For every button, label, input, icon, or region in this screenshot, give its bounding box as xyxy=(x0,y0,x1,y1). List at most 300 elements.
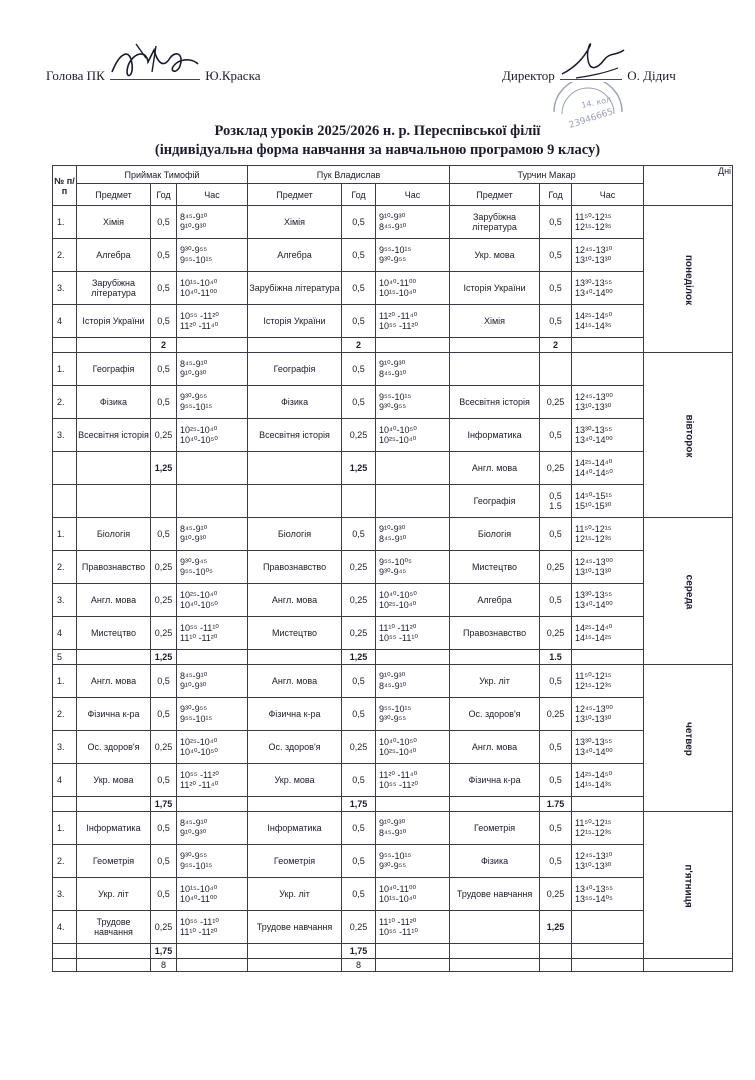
empty-cell xyxy=(450,944,540,959)
subject-cell: Зарубіжна література xyxy=(77,272,151,305)
empty-cell xyxy=(376,959,450,972)
subject-cell: Англ. мова xyxy=(77,665,151,698)
time-cell xyxy=(376,731,450,764)
hours-value: 0,25 xyxy=(154,628,173,638)
hours-value: 0,5 xyxy=(157,709,170,719)
hours-cell xyxy=(342,731,376,764)
row-number: 3. xyxy=(53,878,77,911)
hours-value: 0,25 xyxy=(349,628,368,638)
time-slot-2: 13¹⁰-13³⁰ xyxy=(575,567,612,577)
hours-cell xyxy=(151,551,177,584)
subject-cell: Історія України xyxy=(77,305,151,338)
time-cell xyxy=(572,485,644,518)
time-slot-1: 9¹⁰-9³⁰ xyxy=(379,671,406,681)
time-slot-2: 14¹⁵-14³⁵ xyxy=(575,321,612,331)
empty-cell xyxy=(77,338,151,353)
hours-value: 0,25 xyxy=(546,463,565,473)
time-slot-1: 11⁵⁰-12¹⁵ xyxy=(575,212,612,222)
schedule-table xyxy=(52,165,733,972)
signature-scribble xyxy=(558,38,628,84)
hours-total: 1,75 xyxy=(342,944,376,959)
row-number xyxy=(53,452,77,485)
hours-value: 0,5 xyxy=(157,217,170,227)
subject-cell: Географія xyxy=(77,353,151,386)
time-col-header: Час xyxy=(177,184,248,206)
header-row-students xyxy=(53,166,733,184)
time-slot-1: 9⁵⁵-10¹⁵ xyxy=(379,245,412,255)
table-row xyxy=(53,485,733,518)
row-number: 3. xyxy=(53,419,77,452)
hours-value: 0,5 xyxy=(549,742,562,752)
hours-value: 0,5 xyxy=(157,283,170,293)
student-name-header: Приймак Тимофій xyxy=(77,166,248,184)
hours-value: 0,5 xyxy=(549,430,562,440)
time-cell xyxy=(177,731,248,764)
hours-total: 1,75 xyxy=(151,944,177,959)
time-cell xyxy=(376,419,450,452)
hours-cell xyxy=(342,551,376,584)
hours-value: 0,25 xyxy=(154,595,173,605)
hours-value: 0,25 xyxy=(546,562,565,572)
hours-total: 1,25 xyxy=(151,650,177,665)
grand-total-value: 8 xyxy=(342,959,376,972)
subject-cell: Зарубіжна література xyxy=(248,272,342,305)
time-slot-1: 8⁴⁵-9¹⁰ xyxy=(180,818,208,828)
table-row xyxy=(53,518,733,551)
time-cell xyxy=(376,584,450,617)
hours-cell xyxy=(342,764,376,797)
time-cell xyxy=(177,764,248,797)
hours-value: 0,5 xyxy=(157,250,170,260)
hours-cell xyxy=(342,305,376,338)
subject-cell: Англ. мова xyxy=(77,584,151,617)
subject-cell: Укр. літ xyxy=(248,878,342,911)
row-number: 2. xyxy=(53,845,77,878)
hours-value: 0,5 xyxy=(352,709,365,719)
table-row xyxy=(53,551,733,584)
time-cell xyxy=(177,353,248,386)
subject-cell: Всесвітня історія xyxy=(450,386,540,419)
time-slot-2: 14⁴⁰-14⁵⁰ xyxy=(575,468,613,478)
time-cell xyxy=(572,911,644,944)
subject-cell: Фізика xyxy=(77,386,151,419)
subject-cell: Ос. здоров'я xyxy=(77,731,151,764)
page-subtitle: (індивідуальна форма навчання за навчальною програмою 9 класу) xyxy=(154,142,601,158)
hours-cell xyxy=(342,812,376,845)
time-cell xyxy=(376,698,450,731)
time-cell xyxy=(376,206,450,239)
subject-cell: Правознавство xyxy=(77,551,151,584)
subject-cell xyxy=(450,911,540,944)
hours-cell xyxy=(151,845,177,878)
time-slot-1: 10⁴⁰-11⁰⁰ xyxy=(379,884,417,894)
time-slot-1: 9¹⁰-9³⁰ xyxy=(379,212,406,222)
hours-cell xyxy=(540,878,572,911)
hours-value: 0,5 xyxy=(157,889,170,899)
hours-cell xyxy=(540,551,572,584)
student-name-header: Пук Владислав xyxy=(248,166,450,184)
hours-cell xyxy=(342,518,376,551)
empty-cell xyxy=(644,959,733,972)
hours-cell xyxy=(342,584,376,617)
empty-cell xyxy=(77,797,151,812)
head-name: Ю.Краска xyxy=(205,68,261,83)
time-cell xyxy=(177,665,248,698)
hours-value: 0,25 xyxy=(154,742,173,752)
time-slot-1: 11⁵⁰-12¹⁵ xyxy=(575,671,612,681)
subject-cell: Трудове навчання xyxy=(450,878,540,911)
totals-row xyxy=(53,797,733,812)
hours-value: 0,25 xyxy=(546,889,565,899)
time-slot-1: 13³⁰-13⁵⁵ xyxy=(575,278,613,288)
time-cell xyxy=(376,386,450,419)
empty-cell xyxy=(53,959,77,972)
head-of-committee-signature xyxy=(46,68,260,84)
time-slot-2: 10²⁵-10⁴⁰ xyxy=(379,435,417,445)
hours-cell xyxy=(342,206,376,239)
totals-number xyxy=(53,797,77,812)
hours-total: 2 xyxy=(342,338,376,353)
hours-total: 1,25 xyxy=(342,650,376,665)
hours-cell xyxy=(540,845,572,878)
time-slot-1: 10¹⁵-10⁴⁰ xyxy=(180,884,218,894)
hours-value: 0,5 xyxy=(549,856,562,866)
hours-cell xyxy=(342,485,376,518)
stamp-text-2: 23946665 xyxy=(567,107,615,131)
hours-cell xyxy=(342,239,376,272)
table-row xyxy=(53,845,733,878)
hours-cell xyxy=(342,419,376,452)
hours-value: 0,25 xyxy=(546,628,565,638)
empty-cell xyxy=(77,959,151,972)
time-cell xyxy=(376,551,450,584)
hours-value: 1,25 xyxy=(349,463,368,473)
time-slot-1: 9¹⁰-9³⁰ xyxy=(379,818,406,828)
time-slot-2: 13⁴⁰-14⁰⁰ xyxy=(575,288,613,298)
table-row xyxy=(53,812,733,845)
col-days-header: Дні xyxy=(644,166,733,206)
row-number: 4 xyxy=(53,617,77,650)
director-name: О. Дідич xyxy=(627,68,676,83)
hours-total: 2 xyxy=(540,338,572,353)
time-slot-2: 8⁴⁵-9¹⁰ xyxy=(379,222,407,232)
stamp-text-1: 14. кол xyxy=(580,94,612,110)
row-number: 2. xyxy=(53,698,77,731)
hours-value: 0,5 xyxy=(352,775,365,785)
hours-cell xyxy=(151,239,177,272)
time-cell xyxy=(177,878,248,911)
hours-cell xyxy=(151,617,177,650)
subject-cell: Укр. мова xyxy=(248,764,342,797)
time-slot-1: 11²⁰ -11⁴⁰ xyxy=(379,770,418,780)
subject-cell: Хімія xyxy=(248,206,342,239)
time-slot-2: 10⁵⁵ -11²⁰ xyxy=(379,780,418,790)
subject-cell: Трудове навчання xyxy=(248,911,342,944)
time-slot-2: 9¹⁰-9³⁰ xyxy=(180,681,207,691)
time-slot-2: 13¹⁰-13³⁰ xyxy=(575,714,612,724)
time-slot-2: 14¹⁵-14²⁵ xyxy=(575,633,612,643)
time-slot-2: 13⁴⁰-14⁰⁰ xyxy=(575,600,613,610)
hours-value: 0,5 xyxy=(157,316,170,326)
hours-value: 0,5 xyxy=(352,397,365,407)
hours-cell xyxy=(151,206,177,239)
time-slot-2: 9¹⁰-9³⁰ xyxy=(180,222,207,232)
hours-total: 1,75 xyxy=(151,797,177,812)
time-slot-2: 13⁴⁰-14⁰⁰ xyxy=(575,747,613,757)
day-label-cell xyxy=(644,206,733,353)
subject-cell: Англ. мова xyxy=(450,731,540,764)
time-slot-2: 9¹⁰-9³⁰ xyxy=(180,534,207,544)
subject-cell: Англ. мова xyxy=(248,584,342,617)
hours-cell xyxy=(342,353,376,386)
hours-cell xyxy=(151,665,177,698)
hours-cell xyxy=(540,419,572,452)
hours-value: 0,5 xyxy=(549,491,562,501)
time-slot-1: 13³⁰-13⁵⁵ xyxy=(575,590,613,600)
time-slot-2: 10⁴⁰-10⁵⁰ xyxy=(180,435,218,445)
empty-cell xyxy=(376,944,450,959)
subject-cell: Інформатика xyxy=(248,812,342,845)
time-cell xyxy=(572,845,644,878)
hours-cell xyxy=(151,731,177,764)
subject-cell: Укр. літ xyxy=(450,665,540,698)
time-slot-1: 12⁴⁵-13⁰⁰ xyxy=(575,557,613,567)
hours-cell xyxy=(540,272,572,305)
hours-value: 0,5 xyxy=(352,364,365,374)
time-slot-1: 10²⁵-10⁴⁰ xyxy=(180,737,218,747)
hours-total: 1,75 xyxy=(342,797,376,812)
time-slot-1: 11²⁰ -11⁴⁰ xyxy=(379,311,418,321)
time-cell xyxy=(572,665,644,698)
time-cell xyxy=(177,812,248,845)
time-slot-2: 10⁴⁰-11⁰⁰ xyxy=(180,288,218,298)
hours-value: 0,5 xyxy=(157,397,170,407)
hours-value: 0,25 xyxy=(349,430,368,440)
subject-cell: Фізична к-ра xyxy=(450,764,540,797)
hours-value: 0,25 xyxy=(154,922,173,932)
time-cell xyxy=(376,878,450,911)
empty-cell xyxy=(572,797,644,812)
hours-cell xyxy=(151,878,177,911)
time-slot-1: 10⁵⁵ -11²⁰ xyxy=(180,770,219,780)
time-slot-2: 14¹⁵-14³⁵ xyxy=(575,780,612,790)
head-prefix: Голова ПК xyxy=(46,68,105,83)
empty-cell xyxy=(77,650,151,665)
hours-value: 0,5 xyxy=(157,823,170,833)
time-cell xyxy=(376,764,450,797)
empty-cell xyxy=(450,959,540,972)
time-cell xyxy=(572,239,644,272)
director-prefix: Директор xyxy=(502,68,555,83)
subject-cell: Географія xyxy=(450,485,540,518)
empty-cell xyxy=(376,338,450,353)
subject-cell: Фізична к-ра xyxy=(77,698,151,731)
subject-cell: Алгебра xyxy=(450,584,540,617)
subject-cell: Англ. мова xyxy=(248,665,342,698)
time-slot-2: 10⁴⁰-10⁵⁰ xyxy=(180,747,218,757)
time-slot-1: 14²⁵-14⁴⁰ xyxy=(575,458,613,468)
totals-row xyxy=(53,650,733,665)
grand-total-value: 8 xyxy=(151,959,177,972)
grand-total-row xyxy=(53,959,733,972)
hours-cell xyxy=(151,419,177,452)
hours-cell xyxy=(540,305,572,338)
time-cell xyxy=(376,272,450,305)
hours-value: 0,5 xyxy=(549,316,562,326)
empty-cell xyxy=(248,944,342,959)
row-number xyxy=(53,485,77,518)
table-row xyxy=(53,911,733,944)
time-slot-1: 14²⁵-14⁵⁰ xyxy=(575,311,613,321)
day-name: четвер xyxy=(683,721,695,756)
time-slot-2: 11¹⁰ -11²⁰ xyxy=(180,927,218,937)
subject-cell: Ос. здоров'я xyxy=(450,698,540,731)
hours-cell xyxy=(540,812,572,845)
row-number: 2. xyxy=(53,551,77,584)
empty-cell xyxy=(450,338,540,353)
time-cell xyxy=(572,272,644,305)
time-slot-2: 11²⁰ -11⁴⁰ xyxy=(180,321,219,331)
time-slot-2: 13⁵⁵-14⁰⁵ xyxy=(575,894,613,904)
hours-cell xyxy=(540,584,572,617)
hours-cell xyxy=(540,239,572,272)
hours-value: 0,25 xyxy=(154,430,173,440)
row-number: 3. xyxy=(53,272,77,305)
empty-cell xyxy=(376,797,450,812)
time-slot-1: 10⁴⁰-10⁵⁰ xyxy=(379,590,417,600)
time-cell xyxy=(177,386,248,419)
totals-number: 5 xyxy=(53,650,77,665)
hours-value: 0,5 xyxy=(157,364,170,374)
hours-cell xyxy=(151,272,177,305)
day-name: понеділок xyxy=(683,254,695,305)
time-cell xyxy=(572,452,644,485)
time-slot-2: 9⁵⁵-10⁰⁵ xyxy=(180,567,213,577)
time-slot-2: 9⁵⁵-10¹⁵ xyxy=(180,255,213,265)
hours-value: 0,5 xyxy=(352,283,365,293)
time-slot-1: 9¹⁰-9³⁰ xyxy=(379,359,406,369)
time-cell xyxy=(376,617,450,650)
hours-value: 0,25 xyxy=(349,562,368,572)
time-slot-2: 9¹⁰-9³⁰ xyxy=(180,369,207,379)
time-slot-2: 10⁵⁵ -11¹⁰ xyxy=(379,927,418,937)
hours-cell xyxy=(151,584,177,617)
time-slot-1: 8⁴⁵-9¹⁰ xyxy=(180,671,208,681)
time-slot-1: 11¹⁰ -11²⁰ xyxy=(379,623,417,633)
hours-value: 0,5 xyxy=(352,250,365,260)
hours-cell xyxy=(151,518,177,551)
row-number: 1. xyxy=(53,206,77,239)
day-name: вівторок xyxy=(683,413,695,458)
hours-cell xyxy=(342,665,376,698)
time-cell xyxy=(572,518,644,551)
day-label-cell xyxy=(644,812,733,959)
subject-cell xyxy=(77,485,151,518)
subject-cell: Мистецтво xyxy=(450,551,540,584)
time-slot-1: 9¹⁰-9³⁰ xyxy=(379,524,406,534)
time-slot-1: 13⁴⁰-13⁵⁵ xyxy=(575,884,613,894)
empty-cell xyxy=(450,650,540,665)
time-cell xyxy=(376,452,450,485)
time-slot-1: 10²⁵-10⁴⁰ xyxy=(180,425,218,435)
day-label-cell xyxy=(644,518,733,665)
time-slot-2: 9⁵⁵-10¹⁵ xyxy=(180,861,213,871)
time-slot-2: 10²⁵-10⁴⁰ xyxy=(379,747,417,757)
hours-col-header: Год xyxy=(342,184,376,206)
hours-value: 0,5 xyxy=(352,889,365,899)
time-slot-1: 10⁴⁰-10⁵⁰ xyxy=(379,425,417,435)
time-slot-2: 8⁴⁵-9¹⁰ xyxy=(379,681,407,691)
time-slot-1: 13³⁰-13⁵⁵ xyxy=(575,737,613,747)
time-slot-1: 12⁴⁵-13¹⁰ xyxy=(575,245,613,255)
hours-value: 1,25 xyxy=(546,922,565,932)
empty-cell xyxy=(177,944,248,959)
time-slot-1: 9⁵⁵-10¹⁵ xyxy=(379,851,412,861)
empty-cell xyxy=(77,944,151,959)
time-slot-2: 10²⁵-10⁴⁰ xyxy=(379,600,417,610)
time-slot-1: 12⁴⁵-13⁰⁰ xyxy=(575,392,613,402)
table-row xyxy=(53,731,733,764)
time-cell xyxy=(572,386,644,419)
time-cell xyxy=(177,485,248,518)
subject-cell: Географія xyxy=(248,353,342,386)
hours-value: 0,5 xyxy=(549,775,562,785)
table-row xyxy=(53,419,733,452)
time-slot-2: 10⁵⁵ -11¹⁰ xyxy=(379,633,418,643)
hours-cell xyxy=(342,878,376,911)
hours-value: 0,5 xyxy=(157,856,170,866)
hours-cell xyxy=(540,518,572,551)
time-cell xyxy=(572,551,644,584)
time-cell xyxy=(177,419,248,452)
time-slot-2: 9³⁰-9⁵⁵ xyxy=(379,861,407,871)
time-slot-1: 9³⁰-9⁵⁵ xyxy=(180,245,208,255)
subject-cell xyxy=(248,452,342,485)
subject-cell: Історія України xyxy=(450,272,540,305)
hours-value: 0,5 xyxy=(352,823,365,833)
time-cell xyxy=(572,206,644,239)
signature-scribble xyxy=(106,42,201,86)
time-cell xyxy=(376,812,450,845)
empty-cell xyxy=(177,650,248,665)
hours-cell xyxy=(342,617,376,650)
table-row xyxy=(53,764,733,797)
row-number: 1. xyxy=(53,518,77,551)
day-label-cell xyxy=(644,665,733,812)
hours-cell xyxy=(151,353,177,386)
subject-col-header: Предмет xyxy=(248,184,342,206)
table-row xyxy=(53,584,733,617)
hours-value: 0,25 xyxy=(349,742,368,752)
time-slot-2: 10⁴⁰-10⁵⁰ xyxy=(180,600,218,610)
empty-cell xyxy=(177,797,248,812)
hours-value: 0,5 xyxy=(352,529,365,539)
time-slot-1: 13³⁰-13⁵⁵ xyxy=(575,425,613,435)
table-row xyxy=(53,878,733,911)
table-row xyxy=(53,698,733,731)
time-cell xyxy=(177,518,248,551)
subject-cell: Історія України xyxy=(248,305,342,338)
empty-cell xyxy=(376,650,450,665)
subject-cell: Укр. літ xyxy=(77,878,151,911)
time-slot-2: 12¹⁵-12³⁵ xyxy=(575,534,612,544)
time-cell xyxy=(376,305,450,338)
time-slot-2: 10¹⁵-10⁴⁰ xyxy=(379,288,417,298)
time-cell xyxy=(376,239,450,272)
table-row xyxy=(53,353,733,386)
time-slot-1: 14²⁵-14⁵⁰ xyxy=(575,770,613,780)
time-cell xyxy=(572,764,644,797)
